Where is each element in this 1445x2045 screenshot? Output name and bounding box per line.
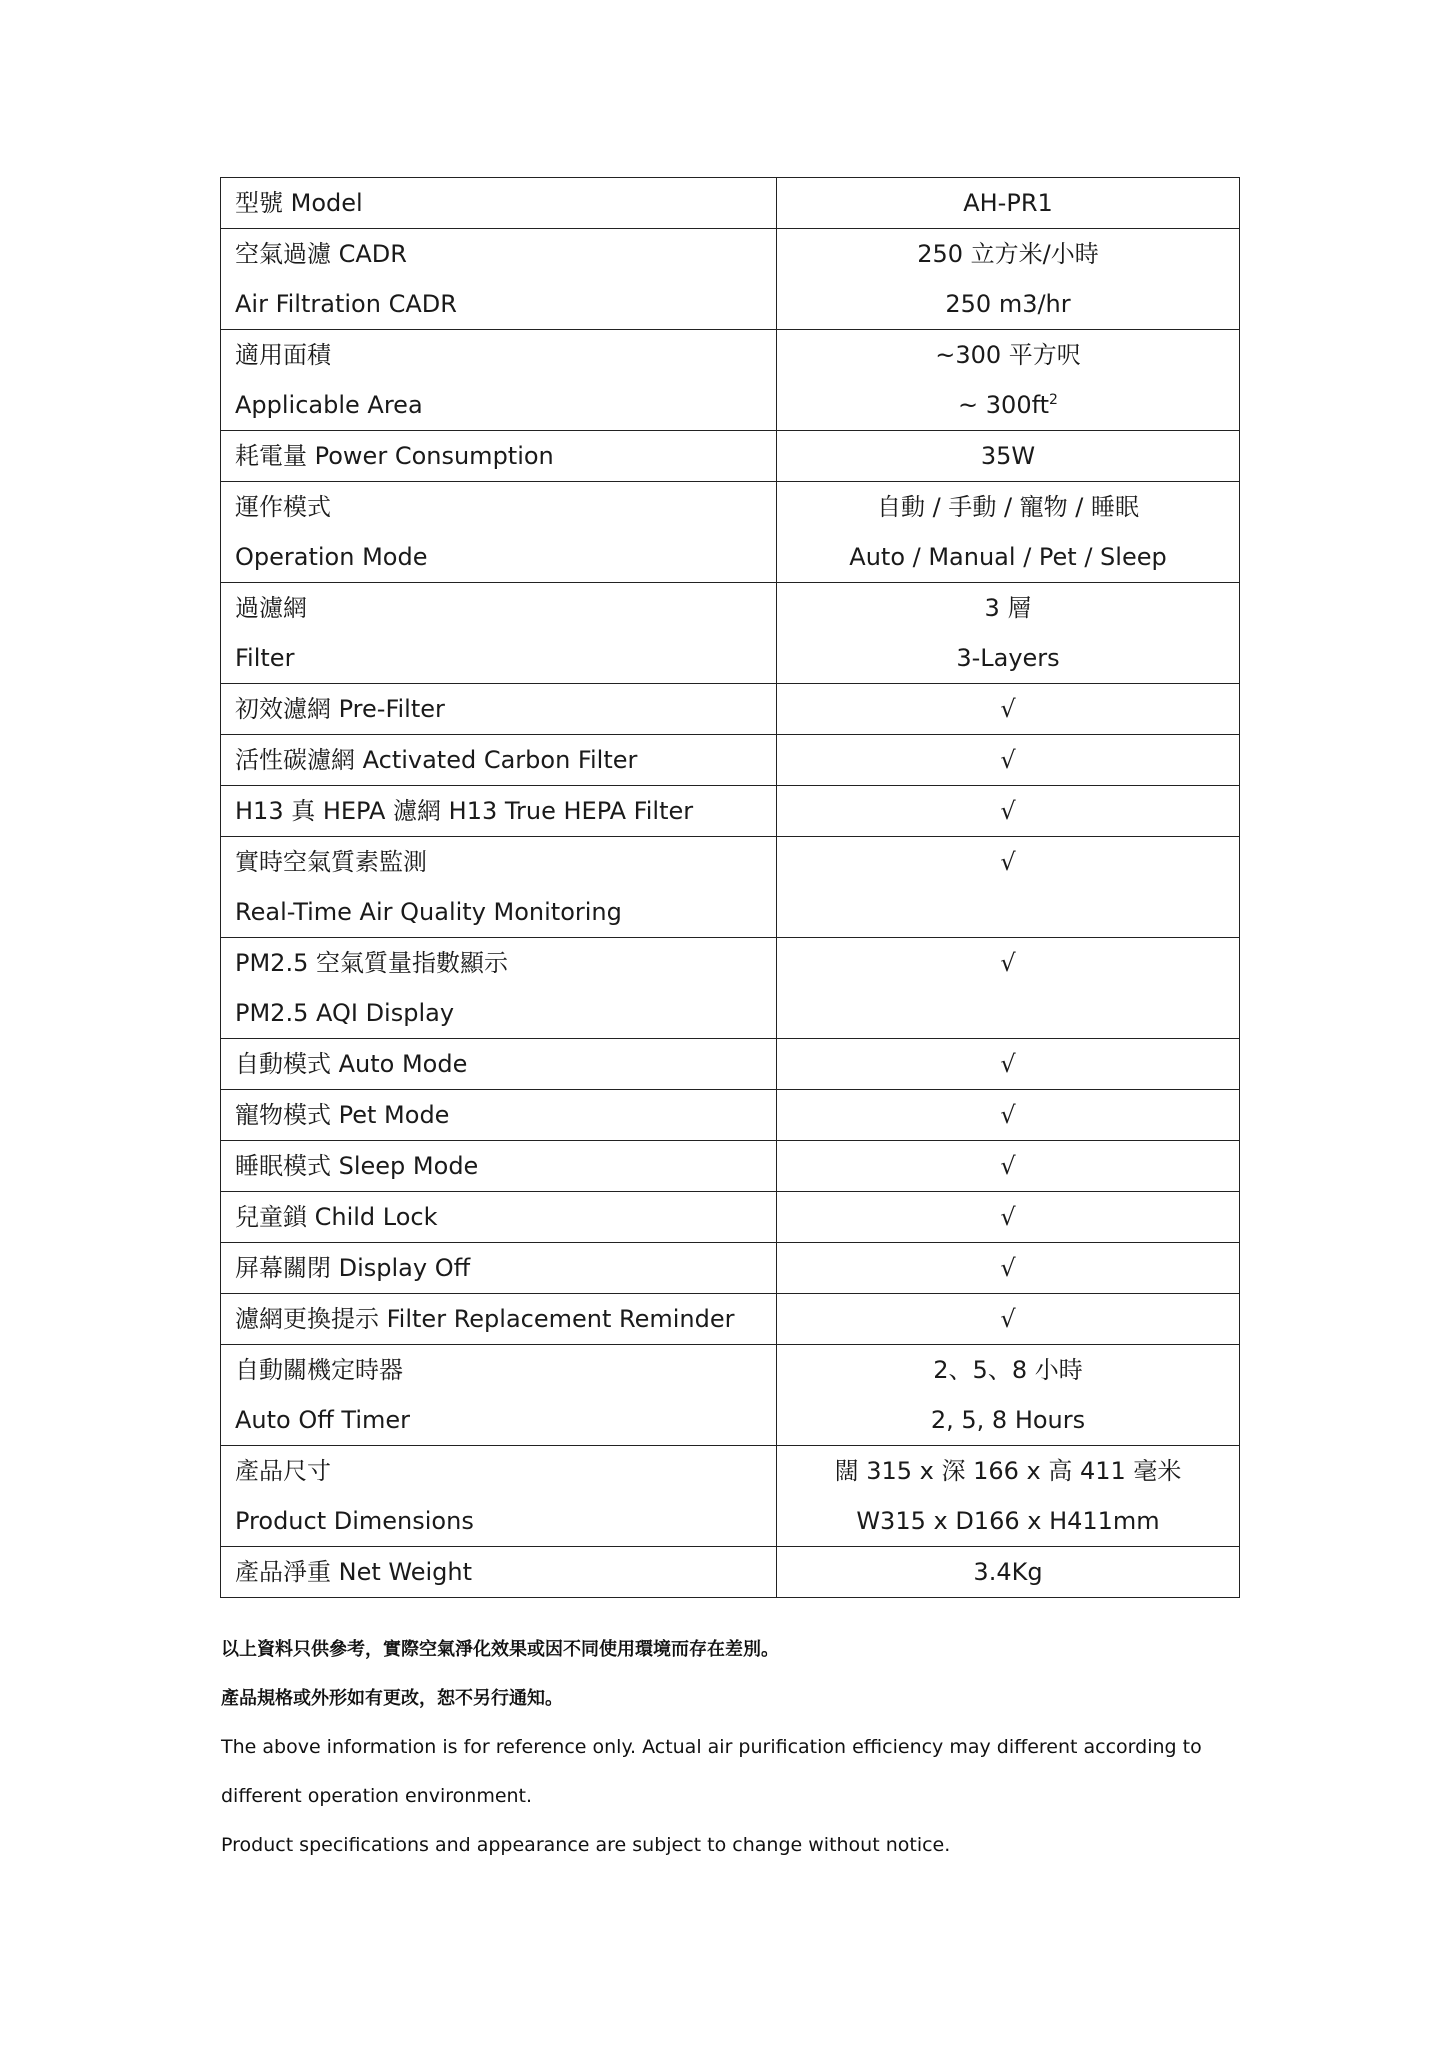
spec-row [221,1141,1240,1192]
spec-value-text: √ [1000,797,1016,825]
spec-value-text: 闊 315 x 深 166 x 高 411 毫米 [834,1457,1182,1485]
spec-label: 屏幕關閉 Display Off [235,1254,471,1282]
spec-value-cell [777,735,1240,786]
spec-value-superscript: 2 [1049,392,1058,408]
spec-label-cell [221,1294,777,1345]
spec-label-cell [221,1243,777,1294]
spec-label: 適用面積 [235,341,331,369]
spec-row [221,1243,1240,1294]
spec-value [777,279,1239,329]
spec-value [777,178,1239,228]
spec-value-cell [777,1547,1240,1598]
spec-label: 自動關機定時器 [235,1356,403,1384]
spec-label: Auto Off Timer [235,1406,411,1434]
spec-label-cell [221,482,777,583]
spec-label-cell [221,938,777,1039]
spec-label: Operation Mode [235,543,428,571]
spec-label: PM2.5 AQI Display [235,999,455,1027]
spec-value [777,1345,1239,1395]
spec-value-cell [777,837,1240,938]
spec-value-text: Auto / Manual / Pet / Sleep [849,543,1167,571]
spec-value [777,431,1239,481]
spec-label: H13 真 HEPA 濾網 H13 True HEPA Filter [235,797,694,825]
spec-value-text: 3-Layers [956,644,1060,672]
spec-value [777,786,1239,836]
spec-value-cell [777,229,1240,330]
spec-value-cell [777,1090,1240,1141]
spec-label-cell [221,431,777,482]
spec-value-cell [777,684,1240,735]
spec-value [777,837,1239,887]
spec-value-text: 2、5、8 小時 [933,1356,1083,1384]
spec-value-cell [777,178,1240,229]
spec-value [777,330,1239,380]
spec-value [777,633,1239,683]
spec-value-text: ~300 平方呎 [935,341,1081,369]
spec-value-text: √ [1000,949,1016,977]
spec-label: 產品淨重 Net Weight [235,1558,472,1586]
spec-row [221,482,1240,583]
spec-label: 產品尺寸 [235,1457,331,1485]
footnote-line: 產品規格或外形如有更改，恕不另行通知。 [221,1688,563,1709]
spec-label-cell [221,229,777,330]
spec-value [777,1294,1239,1344]
spec-label: 濾網更換提示 Filter Replacement Reminder [235,1305,735,1333]
spec-value [777,988,1239,1038]
spec-row [221,1039,1240,1090]
spec-value [777,887,1239,937]
spec-label: 睡眠模式 Sleep Mode [235,1152,479,1180]
spec-label: 活性碳濾網 Activated Carbon Filter [235,746,638,774]
spec-value-text: AH-PR1 [963,189,1053,217]
spec-value [777,735,1239,785]
spec-label-cell [221,1547,777,1598]
spec-value [777,1039,1239,1089]
footnotes [221,1625,1261,1870]
spec-label: 初效濾網 Pre-Filter [235,695,445,723]
spec-label: 寵物模式 Pet Mode [235,1101,450,1129]
spec-value-cell [777,1039,1240,1090]
footnote-line: 以上資料只供參考，實際空氣淨化效果或因不同使用環境而存在差別。 [221,1639,779,1660]
spec-value-text: 250 m3/hr [945,290,1071,318]
footnote-line: The above information is for reference only. Actual air purification efficiency may different according to [221,1736,1202,1758]
spec-value-cell [777,330,1240,431]
footnote-line: different operation environment. [221,1785,533,1807]
spec-label: 兒童鎖 Child Lock [235,1203,438,1231]
spec-value-text: 2, 5, 8 Hours [930,1406,1086,1434]
spec-value-text: √ [1000,1305,1016,1333]
spec-value-cell [777,583,1240,684]
spec-value [777,684,1239,734]
spec-row [221,1294,1240,1345]
spec-value-text: √ [1000,848,1016,876]
spec-label: 耗電量 Power Consumption [235,442,554,470]
spec-label: 空氣過濾 CADR [235,240,407,268]
spec-value [777,1547,1239,1597]
spec-value-cell [777,1243,1240,1294]
spec-value-text: √ [1000,1101,1016,1129]
spec-label: 型號 Model [235,189,363,217]
spec-label: PM2.5 空氣質量指數顯示 [235,949,508,977]
spec-value-cell [777,1192,1240,1243]
spec-row [221,735,1240,786]
spec-label-cell [221,583,777,684]
spec-value-text: √ [1000,1254,1016,1282]
spec-row [221,1345,1240,1446]
spec-value-text: ~ 300ft [958,391,1050,419]
spec-value [777,532,1239,582]
spec-value-text: 250 立方米/小時 [917,240,1099,268]
spec-label: 運作模式 [235,493,331,521]
spec-value [777,1243,1239,1293]
spec-label-cell [221,330,777,431]
spec-row [221,1090,1240,1141]
spec-value [777,482,1239,532]
spec-value-cell [777,786,1240,837]
spec-label-cell [221,786,777,837]
spec-value [777,1395,1239,1445]
spec-row [221,938,1240,1039]
spec-row [221,1192,1240,1243]
spec-value [777,229,1239,279]
spec-label: 自動模式 Auto Mode [235,1050,468,1078]
spec-row [221,1446,1240,1547]
spec-row [221,583,1240,684]
spec-label-cell [221,837,777,938]
spec-label: Real-Time Air Quality Monitoring [235,898,622,926]
spec-value-text: √ [1000,695,1016,723]
spec-value-text: 3 層 [984,594,1032,622]
spec-label-cell [221,1039,777,1090]
spec-row [221,178,1240,229]
spec-value-text: W315 x D166 x H411mm [856,1507,1160,1535]
spec-label-cell [221,1090,777,1141]
spec-value [777,938,1239,988]
spec-row [221,684,1240,735]
spec-label-cell [221,1141,777,1192]
spec-value-text: √ [1000,1050,1016,1078]
spec-value-text: √ [1000,1203,1016,1231]
spec-value-cell [777,431,1240,482]
spec-label-cell [221,1345,777,1446]
spec-label-cell [221,684,777,735]
spec-label: Air Filtration CADR [235,290,457,318]
spec-row [221,837,1240,938]
spec-row [221,1547,1240,1598]
spec-label: 過濾網 [235,594,307,622]
spec-row [221,330,1240,431]
spec-table-body [221,178,1240,1598]
spec-value-text: √ [1000,1152,1016,1180]
spec-label: Product Dimensions [235,1507,474,1535]
spec-value [777,1446,1239,1496]
spec-value [777,1496,1239,1546]
spec-label: Filter [235,644,295,672]
spec-label: 實時空氣質素監測 [235,848,427,876]
spec-value [777,1090,1239,1140]
spec-label-cell [221,1192,777,1243]
spec-value [777,1192,1239,1242]
spec-value-cell [777,1446,1240,1547]
spec-value-cell [777,1345,1240,1446]
spec-value-text: 35W [980,442,1036,470]
spec-value-cell [777,938,1240,1039]
spec-value [777,583,1239,633]
spec-row [221,786,1240,837]
spec-value-text: 3.4Kg [973,1558,1043,1586]
spec-row [221,431,1240,482]
spec-value-cell [777,482,1240,583]
spec-label-cell [221,178,777,229]
spec-value-text: 自動 / 手動 / 寵物 / 睡眠 [876,493,1140,521]
spec-label-cell [221,1446,777,1547]
spec-value-cell [777,1141,1240,1192]
spec-label-cell [221,735,777,786]
spec-row [221,229,1240,330]
spec-value [777,380,1239,430]
spec-value-cell [777,1294,1240,1345]
footnote-line: Product specifications and appearance are subject to change without notice. [221,1834,951,1856]
spec-value [777,1141,1239,1191]
spec-table [220,177,1240,1598]
spec-label: Applicable Area [235,391,423,419]
spec-value-text: √ [1000,746,1016,774]
